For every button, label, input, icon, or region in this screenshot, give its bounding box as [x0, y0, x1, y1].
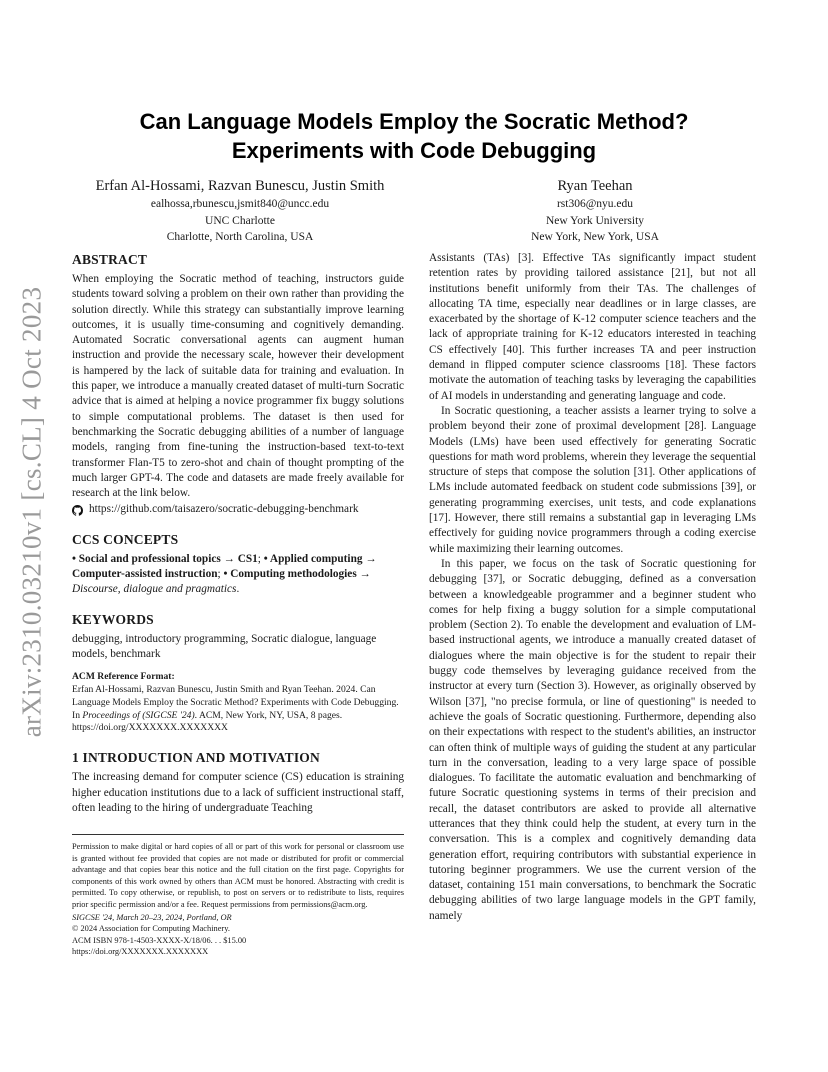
right-paragraph-1: Assistants (TAs) [3]. Effective TAs significantly impact student retention rates by providing tailored assistance [21], but not all institutions benefit uniformly from their TAs. The challenges of allocating TA time, especially near deadlines or in large classes, are exacerbated by the shortage of K-12 computer science teachers and the lack of appropriate training for K-12 educators interested in teaching CS effectively [40]. This further increases TA and peer instruction demand in flipped computer science classrooms [18]. These factors motivate the automation of teaching tasks by leveraging the capabilities of AI models in understanding and generating language and code.	[429, 252, 756, 402]
copyright-line: © 2024 Association for Computing Machinery.	[72, 924, 230, 934]
copyright-footnote	[72, 834, 404, 958]
isbn-line: ACM ISBN 978-1-4503-XXXX-X/18/06. . . $15.00	[72, 935, 247, 945]
ccs-item-2: • Applied computing → Computer-assisted instruction	[72, 552, 377, 581]
right-column	[429, 251, 756, 924]
title-line-2: Experiments with Code Debugging	[231, 138, 597, 163]
abstract-heading: ABSTRACT	[72, 252, 148, 267]
ccs-item-3: • Computing methodologies →	[223, 568, 371, 581]
acm-ref-label: ACM Reference Format:	[72, 671, 175, 683]
intro-paragraph-1: The increasing demand for computer science (CS) education is straining higher education institutions due to a lack of sufficient instructional staff, often leading to the hiring of undergraduate Teaching	[72, 771, 404, 814]
author-affiliation: New York University	[545, 214, 645, 227]
arxiv-watermark	[10, 262, 54, 762]
author-names: Erfan Al-Hossami, Razvan Bunescu, Justin Smith	[95, 178, 385, 194]
intro-heading: 1 INTRODUCTION AND MOTIVATION	[72, 750, 320, 766]
right-paragraph-2: In Socratic questioning, a teacher assists a learner trying to solve a problem beyond their zone of proximal development [28]. Language Models (LMs) have been used effectively for generating Socratic questions for math word problems, wherein they leverage the sequential structure of steps that compose the solution [31]. Other applications of LMs include automated feedback on student code submissions [39], or generating programming exercises, unit tests, and code explanations [17]. However, there still remains a substantial gap in leveraging LMs effectively for guiding novice programmers through a coding exercise while maximizing their learning outcomes.	[429, 404, 756, 555]
acm-ref-text: Erfan Al-Hossami, Razvan Bunescu, Justin Smith and Ryan Teehan. 2024. Can Language Models Employ the Socratic Method? Experiments with Code Debugging. In Proceedings of (SIGCSE '24). ACM, New York, NY, USA, 8 pages. https://doi.org/XXXXXXX.XXXXXXX	[72, 684, 399, 734]
right-paragraph-3: In this paper, we focus on the task of Socratic questioning for debugging [37], or Socratic debugging, defined as a conversation between a knowledgeable programmer and a beginner student who comes for help fixing a buggy solution for a simple computational problem (Section 2). To enable the development and evaluation of LM-based instructional agents, we introduce a manually created dataset of dialogues where the main objective is for the student to repair their buggy code themselves by leveraging guidance received from the instructor at every turn (Section 3). However, as originally observed by Wilson [37], "no precise formula, or line of questioning" is needed to achieve the goals of Socratic questioning. Furthermore, depending also on their expectations with respect to the student's abilities, an instructor can often think of multiple ways of guiding the student at any particular turn in the conversation, leading to a very large space of possible dialogues. To facilitate the automatic evaluation and benchmarking of future Socratic questioning systems in terms of their precision and recall, the dataset contributors are asked to provide all alternative utterances that they think could help the student, at every turn in the conversation. This is a complex and cognitively demanding data generation effort, requiring contributors with substantial experience in tutoring beginner programmers. We use the current version of the dataset, containing 151 main conversations, to benchmark the Socratic debugging abilities of two large language models in the GPT family, namely	[429, 557, 756, 922]
paper-title	[60, 107, 768, 165]
venue-line: SIGCSE '24, March 20–23, 2024, Portland, OR	[72, 912, 232, 922]
ccs-item-3-detail: Discourse, dialogue and pragmatics	[72, 583, 237, 596]
code-link-line	[72, 502, 404, 517]
title-line-1: Can Language Models Employ the Socratic Method?	[139, 109, 689, 134]
doi-line: https://doi.org/XXXXXXX.XXXXXXX	[72, 947, 209, 957]
code-link[interactable]: https://github.com/taisazero/socratic-debugging-benchmark	[89, 503, 359, 516]
author-block-right	[430, 176, 760, 246]
ccs-text: • Social and professional topics → CS1; • Applied computing → Computer-assisted instruction; • Computing methodologies → Discourse, dialogue and pragmatics.	[72, 552, 377, 596]
abstract-text: When employing the Socratic method of teaching, instructors guide students toward solving a problem on their own rather than providing the solution directly. While this strategy can substantially improve learning outcomes, it is usually time-consuming and cognitively demanding. Automated Socratic conversational agents can augment human instruction and provide the necessary scale, however their development is hampered by the lack of suitable data for training and evaluation. In this paper, we introduce a manually created dataset of multi-turn Socratic advice that is aimed at helping a novice programmer fix buggy solutions to simple computational problems. The dataset is then used for benchmarking the Socratic debugging abilities of a number of language models, ranging from fine-tuning the instruction-based text-to-text transformer Flan-T5 to zero-shot and chain of thought prompting of the much larger GPT-4. The code and datasets are made freely available for research at the link below.	[72, 273, 404, 500]
ccs-item-1: • Social and professional topics → CS1	[72, 552, 258, 565]
author-email: rst306@nyu.edu	[556, 198, 634, 210]
left-column	[72, 251, 404, 816]
author-block-left	[70, 176, 410, 246]
author-location: Charlotte, North Carolina, USA	[166, 231, 314, 243]
arxiv-id: arXiv:2310.03210v1 [cs.CL] 4 Oct 2023	[16, 286, 47, 738]
permission-text: Permission to make digital or hard copies of all or part of this work for personal or classroom use is granted without fee provided that copies are not made or distributed for profit or commercial advantage and that copies bear this notice and the full citation on the first page. Copyrights for components of this work owned by others than ACM must be honored. Abstracting with credit is permitted. To copy otherwise, or republish, to post on servers or to redistribute to lists, requires prior specific permission and/or a fee. Request permissions from permissions@acm.org.	[72, 842, 404, 909]
author-location: New York, New York, USA	[531, 231, 659, 243]
author-names: Ryan Teehan	[557, 178, 633, 194]
ccs-heading: CCS CONCEPTS	[72, 531, 179, 547]
keywords-heading: KEYWORDS	[72, 611, 154, 627]
author-email: ealhossa,rbunescu,jsmit840@uncc.edu	[150, 198, 330, 210]
github-icon	[72, 505, 83, 516]
acm-reference-format	[72, 671, 404, 735]
author-affiliation: UNC Charlotte	[205, 214, 275, 227]
keywords-text: debugging, introductory programming, Socratic dialogue, language models, benchmark	[72, 632, 377, 660]
